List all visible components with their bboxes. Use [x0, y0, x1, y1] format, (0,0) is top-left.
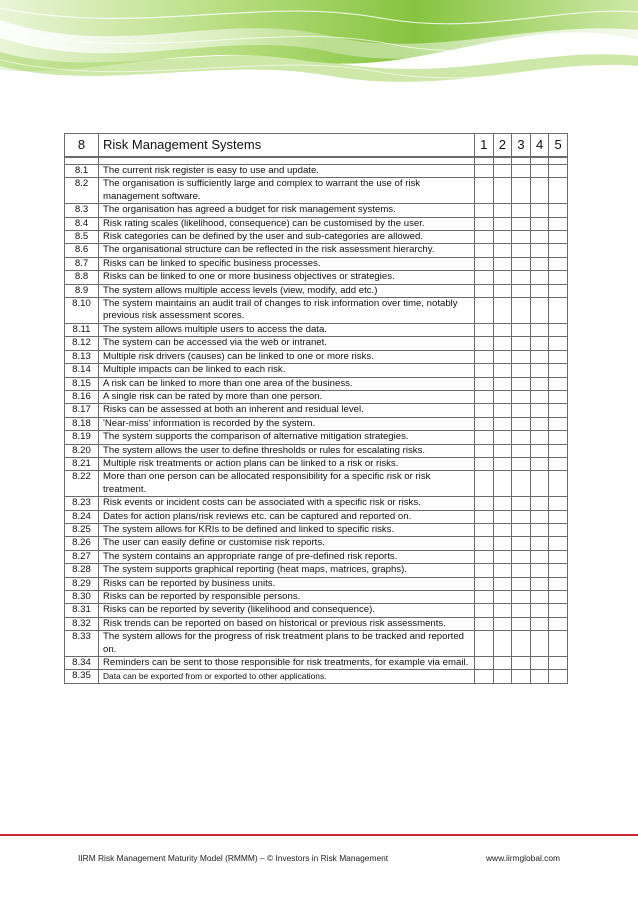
score-cell-4[interactable] [530, 550, 549, 563]
table-row [65, 364, 568, 377]
score-cell-2[interactable] [493, 390, 512, 403]
score-cell-4[interactable] [530, 284, 549, 297]
table-row [65, 323, 568, 336]
score-cell-4[interactable] [530, 390, 549, 403]
score-header-5: 5 [549, 134, 568, 158]
score-cell-4[interactable] [530, 217, 549, 230]
score-cell-1[interactable] [475, 431, 494, 444]
criterion-number: 8.30 [65, 591, 99, 604]
criterion-text: Multiple risk drivers (causes) can be linked to one or more risks. [99, 350, 475, 363]
score-cell-1[interactable] [475, 231, 494, 244]
score-cell-3[interactable] [512, 550, 531, 563]
score-cell-1[interactable] [475, 364, 494, 377]
criterion-text: The system contains an appropriate range of pre-defined risk reports. [99, 550, 475, 563]
table-row [65, 523, 568, 536]
score-cell-4[interactable] [530, 337, 549, 350]
criterion-number: 8.12 [65, 337, 99, 350]
score-cell-2[interactable] [493, 577, 512, 590]
score-cell-3[interactable] [512, 604, 531, 617]
score-cell-5[interactable] [549, 204, 568, 217]
criterion-text: A risk can be linked to more than one area of the business. [99, 377, 475, 390]
score-cell-4[interactable] [530, 523, 549, 536]
score-cell-1[interactable] [475, 471, 494, 497]
criterion-number: 8.21 [65, 457, 99, 470]
criterion-number: 8.27 [65, 550, 99, 563]
score-cell-4[interactable] [530, 457, 549, 470]
score-cell-3[interactable] [512, 298, 531, 324]
score-cell-3[interactable] [512, 377, 531, 390]
score-cell-1[interactable] [475, 165, 494, 178]
score-cell-2[interactable] [493, 271, 512, 284]
score-cell-2[interactable] [493, 165, 512, 178]
score-cell-5[interactable] [549, 350, 568, 363]
table-row [65, 617, 568, 630]
score-cell-1[interactable] [475, 244, 494, 257]
score-cell-4[interactable] [530, 323, 549, 336]
score-cell-1[interactable] [475, 323, 494, 336]
score-cell-5[interactable] [549, 577, 568, 590]
score-cell-4[interactable] [530, 591, 549, 604]
score-cell-2[interactable] [493, 471, 512, 497]
score-cell-2[interactable] [493, 231, 512, 244]
criterion-text: The system supports graphical reporting (heat maps, matrices, graphs). [99, 564, 475, 577]
criterion-number: 8.1 [65, 165, 99, 178]
score-cell-5[interactable] [549, 377, 568, 390]
score-cell-2[interactable] [493, 431, 512, 444]
score-cell-4[interactable] [530, 271, 549, 284]
score-cell-3[interactable] [512, 417, 531, 430]
score-cell-4[interactable] [530, 404, 549, 417]
score-cell-3[interactable] [512, 231, 531, 244]
score-cell-1[interactable] [475, 257, 494, 270]
section-number: 8 [65, 134, 99, 158]
score-cell-1[interactable] [475, 204, 494, 217]
criterion-number: 8.15 [65, 377, 99, 390]
risk-systems-checklist-table [64, 133, 568, 684]
criterion-text: The user can easily define or customise risk reports. [99, 537, 475, 550]
score-cell-3[interactable] [512, 323, 531, 336]
score-cell-1[interactable] [475, 550, 494, 563]
score-cell-5[interactable] [549, 604, 568, 617]
table-row [65, 497, 568, 510]
score-cell-5[interactable] [549, 510, 568, 523]
score-cell-3[interactable] [512, 564, 531, 577]
score-cell-2[interactable] [493, 564, 512, 577]
score-cell-2[interactable] [493, 497, 512, 510]
criterion-number: 8.28 [65, 564, 99, 577]
score-cell-3[interactable] [512, 271, 531, 284]
score-cell-3[interactable] [512, 577, 531, 590]
score-cell-1[interactable] [475, 377, 494, 390]
table-header-row [65, 134, 568, 158]
score-cell-5[interactable] [549, 444, 568, 457]
table-row [65, 284, 568, 297]
score-cell-4[interactable] [530, 617, 549, 630]
score-header-1: 1 [475, 134, 494, 158]
score-cell-5[interactable] [549, 431, 568, 444]
criterion-number: 8.7 [65, 257, 99, 270]
score-cell-2[interactable] [493, 404, 512, 417]
table-row [65, 298, 568, 324]
criterion-text: Dates for action plans/risk reviews etc. can be captured and reported on. [99, 510, 475, 523]
score-cell-4[interactable] [530, 244, 549, 257]
score-cell-5[interactable] [549, 298, 568, 324]
score-cell-1[interactable] [475, 178, 494, 204]
criterion-number: 8.24 [65, 510, 99, 523]
criterion-number: 8.9 [65, 284, 99, 297]
score-cell-5[interactable] [549, 523, 568, 536]
score-cell-5[interactable] [549, 217, 568, 230]
score-cell-3[interactable] [512, 390, 531, 403]
score-cell-3[interactable] [512, 471, 531, 497]
table-row [65, 564, 568, 577]
table-row [65, 510, 568, 523]
score-cell-3[interactable] [512, 591, 531, 604]
score-cell-4[interactable] [530, 298, 549, 324]
criterion-number: 8.25 [65, 523, 99, 536]
criterion-number: 8.22 [65, 471, 99, 497]
score-cell-4[interactable] [530, 510, 549, 523]
score-cell-2[interactable] [493, 670, 512, 683]
score-cell-4[interactable] [530, 564, 549, 577]
table-row [65, 204, 568, 217]
section-title: Risk Management Systems [99, 134, 475, 158]
score-cell-3[interactable] [512, 350, 531, 363]
score-cell-5[interactable] [549, 404, 568, 417]
score-cell-5[interactable] [549, 670, 568, 683]
criterion-number: 8.20 [65, 444, 99, 457]
score-cell-4[interactable] [530, 417, 549, 430]
score-cell-5[interactable] [549, 550, 568, 563]
criterion-number: 8.13 [65, 350, 99, 363]
criterion-text: The system allows multiple users to access the data. [99, 323, 475, 336]
score-cell-3[interactable] [512, 217, 531, 230]
score-cell-5[interactable] [549, 417, 568, 430]
score-cell-3[interactable] [512, 431, 531, 444]
criterion-text: The organisation has agreed a budget for risk management systems. [99, 204, 475, 217]
score-cell-5[interactable] [549, 231, 568, 244]
table-row [65, 377, 568, 390]
criterion-number: 8.11 [65, 323, 99, 336]
criterion-text: The system allows the user to define thresholds or rules for escalating risks. [99, 444, 475, 457]
score-cell-5[interactable] [549, 457, 568, 470]
score-cell-3[interactable] [512, 523, 531, 536]
table-row [65, 550, 568, 563]
score-cell-2[interactable] [493, 337, 512, 350]
criterion-text: The system allows for the progress of risk treatment plans to be tracked and reported on. [99, 631, 475, 657]
score-cell-1[interactable] [475, 577, 494, 590]
footer-website: www.iirmglobal.com [486, 853, 560, 863]
score-cell-4[interactable] [530, 604, 549, 617]
criterion-text: More than one person can be allocated responsibility for a specific risk or risk treatment. [99, 471, 475, 497]
criterion-number: 8.31 [65, 604, 99, 617]
score-cell-3[interactable] [512, 244, 531, 257]
score-cell-2[interactable] [493, 284, 512, 297]
criterion-number: 8.3 [65, 204, 99, 217]
score-cell-4[interactable] [530, 657, 549, 670]
footer-copyright: IIRM Risk Management Maturity Model (RMMM) – © Investors in Risk Management [78, 853, 389, 863]
criterion-text: Risks can be reported by responsible persons. [99, 591, 475, 604]
criterion-text: Risk rating scales (likelihood, consequence) can be customised by the user. [99, 217, 475, 230]
score-cell-1[interactable] [475, 670, 494, 683]
score-cell-2[interactable] [493, 631, 512, 657]
score-cell-4[interactable] [530, 178, 549, 204]
score-cell-1[interactable] [475, 497, 494, 510]
score-cell-3[interactable] [512, 165, 531, 178]
score-cell-1[interactable] [475, 298, 494, 324]
score-header-4: 4 [530, 134, 549, 158]
score-cell-3[interactable] [512, 631, 531, 657]
score-cell-1[interactable] [475, 537, 494, 550]
score-cell-2[interactable] [493, 178, 512, 204]
score-cell-3[interactable] [512, 257, 531, 270]
score-cell-2[interactable] [493, 298, 512, 324]
table-row [65, 604, 568, 617]
score-cell-2[interactable] [493, 457, 512, 470]
score-cell-3[interactable] [512, 284, 531, 297]
score-cell-1[interactable] [475, 217, 494, 230]
score-cell-5[interactable] [549, 657, 568, 670]
score-cell-3[interactable] [512, 670, 531, 683]
criterion-text: Risks can be reported by business units. [99, 577, 475, 590]
criterion-text: Multiple risk treatments or action plans can be linked to a risk or risks. [99, 457, 475, 470]
table-row [65, 271, 568, 284]
score-cell-1[interactable] [475, 444, 494, 457]
score-cell-1[interactable] [475, 523, 494, 536]
table-row [65, 657, 568, 670]
criterion-text: The organisational structure can be reflected in the risk assessment hierarchy. [99, 244, 475, 257]
score-cell-4[interactable] [530, 257, 549, 270]
criterion-number: 8.4 [65, 217, 99, 230]
criterion-number: 8.23 [65, 497, 99, 510]
score-cell-2[interactable] [493, 323, 512, 336]
score-cell-2[interactable] [493, 204, 512, 217]
score-cell-5[interactable] [549, 564, 568, 577]
score-cell-2[interactable] [493, 510, 512, 523]
score-cell-4[interactable] [530, 431, 549, 444]
table-row [65, 417, 568, 430]
criterion-number: 8.33 [65, 631, 99, 657]
score-cell-5[interactable] [549, 497, 568, 510]
score-cell-3[interactable] [512, 204, 531, 217]
score-cell-2[interactable] [493, 617, 512, 630]
table-row [65, 457, 568, 470]
score-cell-4[interactable] [530, 670, 549, 683]
criterion-text: The system can be accessed via the web or intranet. [99, 337, 475, 350]
score-cell-2[interactable] [493, 217, 512, 230]
score-cell-5[interactable] [549, 617, 568, 630]
score-cell-3[interactable] [512, 444, 531, 457]
score-cell-1[interactable] [475, 510, 494, 523]
score-cell-5[interactable] [549, 537, 568, 550]
header-banner [0, 0, 638, 92]
score-cell-4[interactable] [530, 444, 549, 457]
score-cell-1[interactable] [475, 337, 494, 350]
criterion-text: The system allows for KRIs to be defined and linked to specific risks. [99, 523, 475, 536]
criterion-number: 8.34 [65, 657, 99, 670]
criterion-text: The system supports the comparison of alternative mitigation strategies. [99, 431, 475, 444]
score-cell-5[interactable] [549, 244, 568, 257]
score-cell-2[interactable] [493, 377, 512, 390]
criterion-number: 8.19 [65, 431, 99, 444]
table-row [65, 537, 568, 550]
score-cell-5[interactable] [549, 178, 568, 204]
table-row [65, 244, 568, 257]
score-cell-1[interactable] [475, 457, 494, 470]
criterion-text: Reminders can be sent to those responsible for risk treatments, for example via email. [99, 657, 475, 670]
criterion-number: 8.10 [65, 298, 99, 324]
score-cell-1[interactable] [475, 350, 494, 363]
table-row [65, 217, 568, 230]
score-cell-4[interactable] [530, 377, 549, 390]
score-cell-4[interactable] [530, 577, 549, 590]
score-cell-3[interactable] [512, 510, 531, 523]
score-cell-5[interactable] [549, 631, 568, 657]
score-cell-4[interactable] [530, 364, 549, 377]
score-cell-2[interactable] [493, 550, 512, 563]
criterion-number: 8.17 [65, 404, 99, 417]
header-spacer-row [65, 157, 568, 165]
score-cell-1[interactable] [475, 604, 494, 617]
score-cell-5[interactable] [549, 591, 568, 604]
score-cell-2[interactable] [493, 257, 512, 270]
score-cell-4[interactable] [530, 231, 549, 244]
score-cell-5[interactable] [549, 271, 568, 284]
criterion-text: Multiple impacts can be linked to each risk. [99, 364, 475, 377]
criterion-number: 8.8 [65, 271, 99, 284]
table-row [65, 165, 568, 178]
score-cell-2[interactable] [493, 523, 512, 536]
score-cell-3[interactable] [512, 457, 531, 470]
criterion-number: 8.2 [65, 178, 99, 204]
score-cell-3[interactable] [512, 178, 531, 204]
score-cell-2[interactable] [493, 244, 512, 257]
score-cell-5[interactable] [549, 471, 568, 497]
criterion-text: The organisation is sufficiently large and complex to warrant the use of risk management software. [99, 178, 475, 204]
criterion-number: 8.5 [65, 231, 99, 244]
table-row [65, 231, 568, 244]
criterion-text: The system maintains an audit trail of changes to risk information over time, notably previous risk assessment scores. [99, 298, 475, 324]
score-header-2: 2 [493, 134, 512, 158]
score-cell-5[interactable] [549, 165, 568, 178]
table-row [65, 631, 568, 657]
score-cell-4[interactable] [530, 471, 549, 497]
score-cell-3[interactable] [512, 537, 531, 550]
score-cell-5[interactable] [549, 364, 568, 377]
score-cell-2[interactable] [493, 444, 512, 457]
score-cell-1[interactable] [475, 657, 494, 670]
score-cell-1[interactable] [475, 591, 494, 604]
table-row [65, 350, 568, 363]
table-row [65, 431, 568, 444]
table-row [65, 444, 568, 457]
criterion-text: Risks can be linked to one or more business objectives or strategies. [99, 271, 475, 284]
footer-rule [0, 834, 638, 836]
criterion-number: 8.16 [65, 390, 99, 403]
score-cell-5[interactable] [549, 337, 568, 350]
table-row [65, 670, 568, 683]
score-cell-1[interactable] [475, 390, 494, 403]
criterion-text: The system allows multiple access levels (view, modify, add etc.) [99, 284, 475, 297]
score-cell-3[interactable] [512, 404, 531, 417]
criterion-text: Data can be exported from or exported to other applications. [99, 670, 475, 683]
score-cell-4[interactable] [530, 537, 549, 550]
table-row [65, 178, 568, 204]
score-cell-1[interactable] [475, 564, 494, 577]
criterion-text: Risks can be linked to specific business processes. [99, 257, 475, 270]
criterion-number: 8.26 [65, 537, 99, 550]
score-cell-4[interactable] [530, 350, 549, 363]
score-cell-4[interactable] [530, 497, 549, 510]
criterion-text: 'Near-miss' information is recorded by the system. [99, 417, 475, 430]
score-cell-3[interactable] [512, 617, 531, 630]
criterion-text: Risk trends can be reported on based on historical or previous risk assessments. [99, 617, 475, 630]
table-row [65, 577, 568, 590]
criterion-number: 8.18 [65, 417, 99, 430]
criterion-number: 8.14 [65, 364, 99, 377]
criterion-number: 8.32 [65, 617, 99, 630]
score-cell-2[interactable] [493, 657, 512, 670]
score-cell-4[interactable] [530, 165, 549, 178]
score-cell-4[interactable] [530, 204, 549, 217]
score-cell-4[interactable] [530, 631, 549, 657]
score-cell-3[interactable] [512, 364, 531, 377]
score-cell-2[interactable] [493, 417, 512, 430]
score-cell-1[interactable] [475, 617, 494, 630]
score-cell-1[interactable] [475, 284, 494, 297]
score-cell-3[interactable] [512, 657, 531, 670]
score-cell-1[interactable] [475, 404, 494, 417]
table-row [65, 404, 568, 417]
score-cell-5[interactable] [549, 390, 568, 403]
score-cell-3[interactable] [512, 337, 531, 350]
score-cell-2[interactable] [493, 350, 512, 363]
table-row [65, 390, 568, 403]
score-cell-1[interactable] [475, 417, 494, 430]
score-cell-1[interactable] [475, 631, 494, 657]
criterion-text: Risks can be reported by severity (likelihood and consequence). [99, 604, 475, 617]
score-cell-5[interactable] [549, 284, 568, 297]
table-row [65, 257, 568, 270]
criterion-text: Risk events or incident costs can be associated with a specific risk or risks. [99, 497, 475, 510]
criterion-number: 8.35 [65, 670, 99, 683]
header-wave-graphic [0, 0, 638, 92]
score-cell-2[interactable] [493, 537, 512, 550]
criterion-text: The current risk register is easy to use and update. [99, 165, 475, 178]
score-cell-5[interactable] [549, 323, 568, 336]
score-cell-5[interactable] [549, 257, 568, 270]
table-row [65, 591, 568, 604]
score-cell-3[interactable] [512, 497, 531, 510]
score-header-3: 3 [512, 134, 531, 158]
score-cell-2[interactable] [493, 591, 512, 604]
score-cell-1[interactable] [475, 271, 494, 284]
score-cell-2[interactable] [493, 604, 512, 617]
table-row [65, 471, 568, 497]
criterion-text: Risks can be assessed at both an inherent and residual level. [99, 404, 475, 417]
criterion-text: A single risk can be rated by more than one person. [99, 390, 475, 403]
criterion-number: 8.6 [65, 244, 99, 257]
criterion-text: Risk categories can be defined by the user and sub-categories are allowed. [99, 231, 475, 244]
score-cell-2[interactable] [493, 364, 512, 377]
table-row [65, 337, 568, 350]
criterion-number: 8.29 [65, 577, 99, 590]
